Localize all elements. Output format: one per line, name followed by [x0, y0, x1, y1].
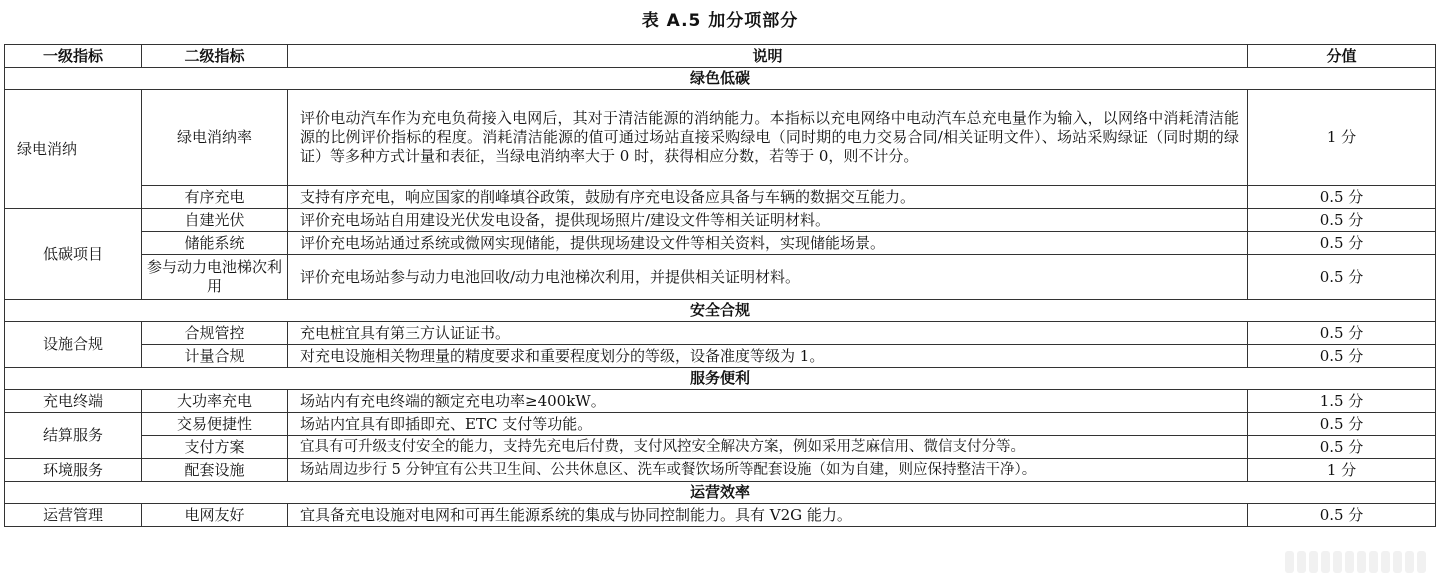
description-cell: 场站周边步行 5 分钟宜有公共卫生间、公共休息区、洗车或餐饮场所等配套设施（如为自建，则应保持整洁干净）。	[288, 459, 1248, 482]
score-cell: 0.5 分	[1248, 255, 1436, 300]
level1-cell: 设施合规	[5, 322, 142, 368]
description-cell: 场站内宜具有即插即充、ETC 支付等功能。	[288, 413, 1248, 436]
level2-cell: 支付方案	[142, 436, 288, 459]
header-level2: 二级指标	[142, 45, 288, 68]
table-row	[5, 186, 1436, 209]
table-row	[5, 255, 1436, 300]
level1-cell: 充电终端	[5, 390, 142, 413]
level2-cell: 配套设施	[142, 459, 288, 482]
score-cell: 0.5 分	[1248, 232, 1436, 255]
table-row	[5, 322, 1436, 345]
table-row	[5, 459, 1436, 482]
description-cell: 场站内有充电终端的额定充电功率≥400kW。	[288, 390, 1248, 413]
level2-cell: 交易便捷性	[142, 413, 288, 436]
score-cell: 1 分	[1248, 90, 1436, 186]
description-cell: 对充电设施相关物理量的精度要求和重要程度划分的等级，设备准度等级为 1。	[288, 345, 1248, 368]
score-cell: 1 分	[1248, 459, 1436, 482]
table-row	[5, 436, 1436, 459]
header-row	[5, 45, 1436, 68]
score-cell: 0.5 分	[1248, 322, 1436, 345]
score-cell: 0.5 分	[1248, 186, 1436, 209]
bonus-items-table	[4, 44, 1436, 527]
table-row	[5, 209, 1436, 232]
section-green: 绿色低碳	[5, 68, 1436, 90]
score-cell: 1.5 分	[1248, 390, 1436, 413]
description-cell: 评价电动汽车作为充电负荷接入电网后，其对于清洁能源的消纳能力。本指标以充电网络中电动汽车总充电量作为输入，以网络中消耗清洁能源的比例评价指标的程度。消耗清洁能源的值可通过场站直接采购绿电（同时期的电力交易合同/相关证明文件）、场站采购绿证（同时期的绿证）等多种方式计量和表征，当绿电消纳率大于 0 时，获得相应分数，若等于 0，则不计分。	[288, 90, 1248, 186]
description-cell: 评价充电场站自用建设光伏发电设备，提供现场照片/建设文件等相关证明材料。	[288, 209, 1248, 232]
description-cell: 宜具有可升级支付安全的能力，支持先充电后付费，支付风控安全解决方案，例如采用芝麻信用、微信支付分等。	[288, 436, 1248, 459]
description-cell: 评价充电场站参与动力电池回收/动力电池梯次利用，并提供相关证明材料。	[288, 255, 1248, 300]
score-cell: 0.5 分	[1248, 504, 1436, 527]
score-cell: 0.5 分	[1248, 436, 1436, 459]
section-service: 服务便利	[5, 368, 1436, 390]
level2-cell: 电网友好	[142, 504, 288, 527]
level2-cell: 自建光伏	[142, 209, 288, 232]
score-cell: 0.5 分	[1248, 413, 1436, 436]
level2-cell: 大功率充电	[142, 390, 288, 413]
table-row	[5, 413, 1436, 436]
score-cell: 0.5 分	[1248, 345, 1436, 368]
level2-cell: 计量合规	[142, 345, 288, 368]
level2-cell: 参与动力电池梯次利用	[142, 255, 288, 300]
watermark-logo	[1285, 551, 1426, 573]
header-score: 分值	[1248, 45, 1436, 68]
score-cell: 0.5 分	[1248, 209, 1436, 232]
level1-cell: 结算服务	[5, 413, 142, 459]
table-row	[5, 90, 1436, 186]
level1-cell: 绿电消纳	[5, 90, 142, 209]
level2-cell: 合规管控	[142, 322, 288, 345]
level2-cell: 绿电消纳率	[142, 90, 288, 186]
table-title: 表 A.5 加分项部分	[641, 11, 799, 31]
description-cell: 评价充电场站通过系统或微网实现储能，提供现场建设文件等相关资料，实现储能场景。	[288, 232, 1248, 255]
table-row	[5, 232, 1436, 255]
description-cell: 宜具备充电设施对电网和可再生能源系统的集成与协同控制能力。具有 V2G 能力。	[288, 504, 1248, 527]
header-description: 说明	[288, 45, 1248, 68]
description-cell: 支持有序充电，响应国家的削峰填谷政策，鼓励有序充电设备应具备与车辆的数据交互能力。	[288, 186, 1248, 209]
level2-cell: 有序充电	[142, 186, 288, 209]
section-safety: 安全合规	[5, 300, 1436, 322]
table-row	[5, 390, 1436, 413]
level2-cell: 储能系统	[142, 232, 288, 255]
level1-cell: 环境服务	[5, 459, 142, 482]
description-cell: 充电桩宜具有第三方认证证书。	[288, 322, 1248, 345]
table-row	[5, 345, 1436, 368]
table-row	[5, 504, 1436, 527]
section-efficiency: 运营效率	[5, 482, 1436, 504]
level1-cell: 低碳项目	[5, 209, 142, 300]
level1-cell: 运营管理	[5, 504, 142, 527]
header-level1: 一级指标	[5, 45, 142, 68]
